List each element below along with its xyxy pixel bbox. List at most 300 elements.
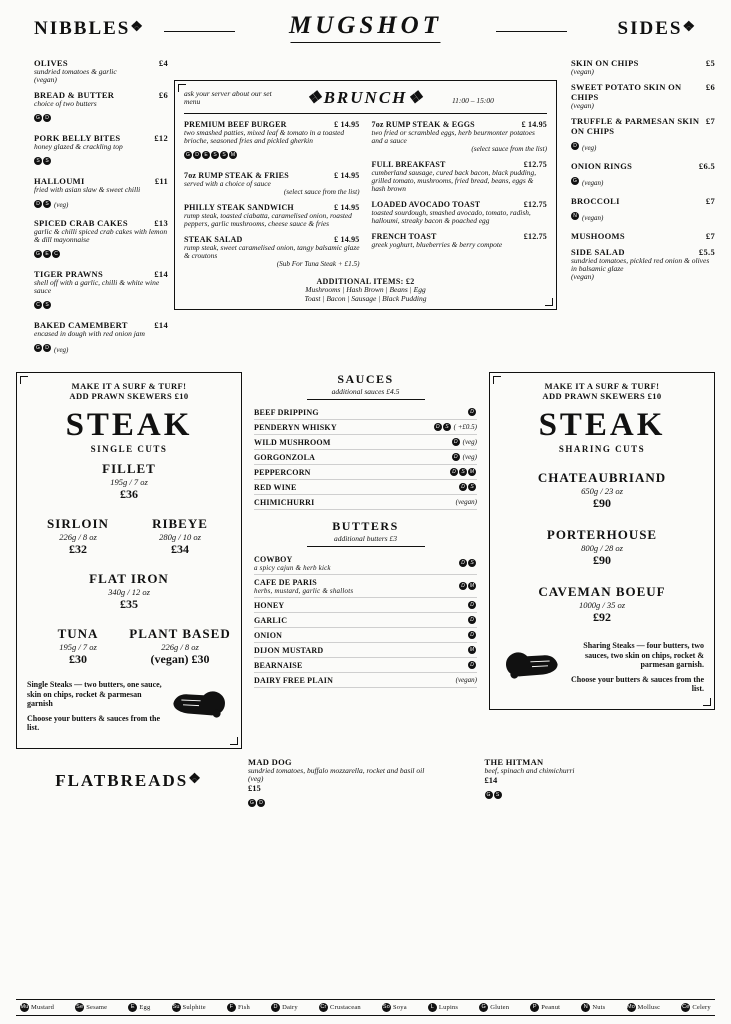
list-item [254,435,477,450]
list-item [254,613,477,628]
list-item [34,90,168,127]
item-name: BROCCOLI [571,195,620,206]
cut-price: (vegan) £30 [150,652,210,666]
item-price: £14 [484,775,498,786]
sauce-name: GORGONZOLA [254,452,316,462]
sides-heading [618,18,697,40]
cut-name: FILLET [102,461,156,476]
allergen-badges [34,152,52,170]
item-desc: sundried tomatoes, pickled red onion & olives in balsamic glaze [571,255,710,273]
menu-header [16,14,715,54]
allergen-label: Gluten [490,1004,510,1011]
steak-note-2: Choose your butters & sauces from the list. [570,674,704,694]
allergen-icon: Cr [320,1004,327,1010]
sauce-meta [434,423,477,431]
allergen-badge: D [459,582,467,590]
list-item [571,116,715,155]
allergen-badge: D [459,483,467,491]
sauces-subtitle: additional sauces £4.5 [331,386,400,396]
cut-weight: 800g / 28 oz [581,543,623,553]
flourish-icon: ❖ [188,771,203,787]
allergen-badge: E [202,151,210,159]
allergen-badge: S [34,157,42,165]
list-item [254,405,477,420]
item-tag: (veg) [54,201,69,210]
butter-name: ONION [254,630,283,640]
steak-cut [27,571,231,612]
allergen-label: Peanut [541,1004,561,1011]
item-name: 7oz RUMP STEAK & EGGS [371,120,475,129]
steak-cut [27,461,231,502]
allergen-label: Nuts [592,1004,606,1011]
allergen-badge: S [43,157,51,165]
item-price: £ 14.95 [334,120,360,129]
steak-cut [500,527,704,568]
nibbles-list [16,58,168,363]
sauce-name: PEPPERCORN [254,467,311,477]
allergen-label: Fish [237,1004,250,1011]
item-price: £7 [705,195,715,206]
butter-meta [459,582,477,590]
sauce-name: BEEF DRIPPING [254,407,319,417]
item-name: BAKED CAMEMBERT [34,319,128,330]
brunch-title: ❖BRUNCH❖ [306,88,425,107]
item-price: £14 [154,269,168,280]
item-name: SPICED CRAB CAKES [34,218,128,229]
butter-name: DAIRY FREE PLAIN [254,675,334,685]
item-note: (select sauce from the list) [471,144,547,153]
brunch-header [184,88,547,108]
sauce-meta [452,453,477,461]
cut-name: FLAT IRON [89,571,169,586]
allergen-badge: D [43,114,51,122]
allergen-label: Celery [692,1004,711,1011]
allergen-badge: S [443,423,451,431]
item-name: THE HITMAN [484,756,544,767]
additional-items-line-1: Mushrooms | Hash Brown | Beans | Egg [305,284,426,294]
sauce-meta [459,483,477,491]
item-name: MUSHOOMS [571,230,625,241]
brand-name: MUGSHOT [288,12,443,39]
allergen-badge: S [211,151,219,159]
cut-price: £30 [69,652,87,666]
item-name: OLIVES [34,58,68,68]
allergen-badge: S [43,301,51,309]
nibbles-heading-label: NIBBLES [34,18,131,39]
steak-note-1: Single Steaks — two butters, one sauce, skin on chips, rocket & parmesan garnish [27,680,162,709]
item-name: PORK BELLY BITES [34,132,121,143]
allergen-icon: Ce [682,1004,690,1010]
cut-weight: 280g / 10 oz [159,532,201,542]
cut-name: TUNA [57,626,99,641]
allergen-badges [34,109,52,127]
allergen-badge: D [452,438,460,446]
item-price: £14 [154,319,168,330]
allergen-badge: C [34,301,42,309]
allergen-legend-item [530,1003,560,1012]
butter-meta [468,601,477,609]
allergen-badge: D [468,661,476,669]
allergen-badge: G [34,250,42,258]
steak-cut [27,516,129,557]
allergen-icon: Mu [20,1004,29,1010]
flatbreads-title [16,757,242,791]
list-item [254,643,477,658]
allergen-legend-item [319,1003,361,1012]
allergen-badge: S [459,468,467,476]
butter-meta [468,631,477,639]
list-item [571,82,715,110]
item-price: £12.75 [523,199,547,209]
item-price: £7 [705,115,715,126]
brunch-columns [184,120,547,275]
allergen-icon: Se [76,1004,84,1010]
steak-wordmark: STEAK [65,407,193,443]
butter-name: GARLIC [254,615,288,625]
butter-tag: (vegan) [455,676,477,685]
item-name: 7oz RUMP STEAK & FRIES [184,170,289,180]
allergen-badges [248,794,266,812]
butter-name: CAFE DE PARIS [254,577,317,587]
flourish-icon: ❖ [130,20,145,35]
steak-panel-note-right [500,641,704,694]
cut-weight: 340g / 12 oz [108,587,150,597]
list-item [34,176,168,213]
allergen-label: Dairy [282,1004,298,1011]
list-item [254,598,477,613]
allergen-label: Mustard [31,1004,55,1011]
item-price: £11 [154,175,168,186]
item-tag: (vegan) [582,213,604,222]
cut-price: £32 [69,542,87,556]
cut-weight: 226g / 8 oz [161,642,199,652]
butter-name: BEARNAISE [254,660,303,670]
cut-price: £92 [593,610,611,624]
steak-note-2: Choose your butters & sauces from the list. [27,713,161,733]
item-price: £15 [248,783,261,794]
list-item [254,673,477,688]
item-price: £7 [705,230,715,241]
item-name: FRENCH TOAST [371,231,437,241]
additional-items-line-2: Toast | Bacon | Sausage | Black Pudding [304,293,427,303]
header-rule-right [496,31,567,32]
sauce-name: PENDERYN WHISKY [254,422,337,432]
allergen-legend-item [172,1003,206,1012]
item-price: £6.5 [698,160,715,171]
steak-cut-pair [27,509,231,564]
allergen-icon: E [128,1003,137,1012]
allergen-badges [571,207,603,225]
list-item [34,58,168,84]
sauce-name: WILD MUSHROOM [254,437,331,447]
list-item [248,757,473,812]
allergen-badge: G [485,791,493,799]
allergen-legend-item [581,1003,605,1012]
list-item [254,628,477,643]
item-name: TIGER PRAWNS [34,269,104,280]
sauce-tag: (vegan) [455,498,477,507]
item-desc: toasted sourdough, smashed avocado, tomato, radish, halloumi, streaky bacon & poached egg [371,207,531,225]
allergen-badge: D [193,151,201,159]
allergen-badge: S [220,151,228,159]
item-desc: shell off with a garlic, chilli & white wine sauce [34,278,160,295]
sauces-butters-column [248,372,483,688]
sauce-meta [468,408,477,416]
allergen-badges [571,172,603,190]
item-note: (select sauce from the list) [283,187,360,196]
steak-cut [500,584,704,625]
additional-items-title: ADDITIONAL ITEMS: £2 [316,276,415,286]
steak-panel-single [16,372,242,749]
sauce-surcharge: ( +£0.5) [453,423,477,432]
allergen-badge: D [434,423,442,431]
steak-cuts-label: SHARING CUTS [558,444,646,454]
item-tag: (vegan) [571,271,594,281]
allergen-icon: N [581,1003,590,1012]
cut-price: £34 [171,542,189,556]
allergen-icon: So [382,1004,391,1010]
additional-items [184,277,547,303]
cut-weight: 195g / 7 oz [110,477,148,487]
list-item [34,269,168,314]
steak-note-1: Sharing Steaks — four butters, two sauces, two skin on chips, rocket & parmesan garnish. [583,641,704,670]
allergen-badges [571,137,596,155]
sides-list [563,58,715,363]
nibbles-heading [34,18,145,40]
butters-title: BUTTERS [332,518,399,533]
item-name: STEAK SALAD [184,234,243,244]
allergen-label: Sulphite [182,1004,206,1011]
item-desc: honey glazed & crackling top [34,141,123,151]
allergen-legend-item [428,1003,458,1012]
steak-cut [500,470,704,511]
list-item [184,120,360,164]
item-desc: two fried or scrambled eggs, herb beurmonter potatoes and a sauce [371,128,535,145]
item-name: BREAD & BUTTER [34,89,115,100]
allergen-label: Lupins [438,1004,459,1011]
list-item [571,196,715,225]
butter-desc: a spicy cajun & herb kick [254,563,331,572]
allergen-badge: G [34,114,42,122]
sauces-title: SAUCES [337,371,394,386]
item-desc: sundried tomatoes, buffalo mozzarella, rocket and basil oil [248,765,425,775]
list-item [184,171,360,196]
list-item [571,161,715,190]
item-price: £5 [705,58,715,68]
allergen-badge: S [468,483,476,491]
allergen-badge: M [469,583,475,590]
allergen-legend-item [271,1003,298,1012]
item-name: FULL BREAKFAST [371,159,446,169]
item-price: £6 [705,81,715,92]
allergen-badge: D [468,408,476,416]
item-name: MAD DOG [248,756,292,767]
list-item [254,658,477,673]
item-price: £13 [154,218,168,229]
allergen-badge: D [450,468,458,476]
item-name: SKIN ON CHIPS [571,58,639,68]
brunch-hours: 11:00 – 15:00 [451,95,494,105]
allergen-badge: G [571,177,579,185]
item-name: HALLOUMI [34,175,85,186]
allergen-badge: D [257,799,265,807]
steak-cut [129,626,231,667]
steak-panel-note-left [27,680,231,733]
brunch-title-label: BRUNCH [323,88,408,107]
cut-weight: 226g / 8 oz [59,532,97,542]
item-price: £12 [154,132,168,143]
sauce-tag: (veg) [462,453,477,462]
sauce-name: CHIMICHURRI [254,497,315,507]
item-name: ONION RINGS [571,160,633,171]
list-item [254,465,477,480]
allergen-badge: D [452,453,460,461]
allergen-badge: D [34,200,42,208]
cut-name: CAVEMAN BOEUF [538,584,666,599]
allergen-badge: G [248,799,256,807]
brunch-box [174,80,557,310]
allergen-badges [485,786,503,804]
item-desc: fried with asian slaw & sweet chilli [34,184,141,194]
list-item [254,420,477,435]
allergen-badge: N [571,212,579,220]
pointing-hand-icon [500,635,564,687]
cut-weight: 650g / 23 oz [581,486,623,496]
butter-desc: herbs, mustard, garlic & shallots [254,586,354,595]
brand-rule [290,42,440,43]
list-item [254,552,477,575]
butter-name: HONEY [254,600,285,610]
butter-name: DIJON MUSTARD [254,645,324,655]
item-desc: beef, spinach and chimichurri [484,765,575,775]
steak-cuts-label: SINGLE CUTS [90,444,168,454]
item-desc: two smashed patties, mixed leaf & tomato in a toasted brioche, seasoned fries and pickled gherkin [184,128,345,145]
item-desc: greek yoghurt, blueberries & berry compote [371,239,503,249]
item-name: PHILLY STEAK SANDWICH [184,202,294,212]
allergen-badge: C [52,250,60,258]
allergen-legend-item [681,1003,711,1012]
list-item [372,200,548,225]
list-item [254,575,477,598]
brunch-set-menu-note: ask your server about our set menu [184,88,272,106]
cut-name: RIBEYE [152,516,208,531]
cut-price: £36 [120,487,138,501]
allergen-label: Egg [139,1004,151,1011]
allergen-legend-item [75,1003,107,1012]
item-desc: rump steak, toasted ciabatta, caramelised onion, roasted peppers, garlic mushrooms, cheese sauce & fries [184,210,352,228]
list-item [372,232,548,249]
surf-and-turf-note-left: MAKE IT A SURF & TURF! ADD PRAWN SKEWERS £10 [69,380,189,402]
item-name: LOADED AVOCADO TOAST [371,199,481,209]
butters-subtitle: additional butters £3 [334,533,397,543]
item-price: £ 14.95 [334,202,360,212]
item-price: £12.75 [523,159,547,169]
item-price: £5.5 [698,246,715,257]
list-item [34,320,168,357]
sauces-rule [307,399,425,400]
allergen-legend-item [627,1003,661,1012]
menu-main [16,58,715,363]
list-item [571,58,715,76]
butters-rule [307,546,425,547]
steaks-section [16,372,715,749]
item-desc: rump steak, sweet caramelised onion, tangy balsamic glaze & croutons [184,242,360,260]
steak-wordmark: STEAK [538,407,666,443]
allergen-label: Soya [392,1004,407,1011]
cut-price: £35 [120,597,138,611]
brunch-column-left [184,120,360,275]
list-item [571,247,715,281]
item-price: £ 14.95 [521,120,547,129]
allergen-badges [184,146,238,164]
list-item [184,235,360,268]
item-tag: (vegan) [34,74,57,84]
allergen-icon: F [227,1003,236,1012]
allergen-badges [34,296,52,314]
item-price: £6 [158,89,168,100]
allergen-badge: D [459,559,467,567]
allergen-badge: S [494,791,502,799]
butter-meta [459,559,477,567]
allergen-badge: G [34,344,42,352]
allergen-label: Sesame [86,1004,108,1011]
allergen-legend-item [479,1003,509,1012]
brunch-column-right [372,120,548,275]
item-price: £ 14.95 [334,234,360,244]
list-item [34,218,168,263]
allergen-icon: P [530,1003,539,1012]
allergen-badge: D [571,142,579,150]
butter-name: COWBOY [254,554,293,564]
list-item [372,120,548,153]
item-name: SWEET POTATO SKIN ON CHIPS [571,81,682,102]
brunch-section [174,58,557,363]
item-name: TRUFFLE & PARMESAN SKIN ON CHIPS [571,115,700,136]
item-desc: cumberland sausage, cured back bacon, black pudding, grilled tomato, mushrooms, fried bread, beans, eggs & hash brown [371,167,537,193]
item-note: (Sub For Tuna Steak + £1.5) [276,259,360,268]
allergen-icon: Su [172,1004,180,1010]
list-item [571,231,715,241]
pointing-hand-icon [167,674,231,726]
allergen-badge: M [469,647,475,654]
list-item [485,757,710,812]
allergen-legend-item [20,1003,54,1012]
item-tag: (veg) [54,345,69,354]
allergen-badge: S [43,200,51,208]
allergen-badge: D [468,616,476,624]
flatbreads-items [242,757,715,812]
item-tag: (veg) [582,143,597,152]
list-item [372,160,548,193]
cut-name: SIRLOIN [47,516,109,531]
item-tag: (vegan) [571,100,594,110]
item-price: £4 [158,58,168,68]
allergen-badges [34,245,61,263]
butter-meta [468,646,477,654]
allergen-icon: Mo [626,1004,636,1010]
steak-cut-pair [27,619,231,674]
allergen-icon: D [271,1003,280,1012]
flourish-icon: ❖ [682,20,697,35]
list-item [254,450,477,465]
item-name: SIDE SALAD [571,246,625,257]
cut-name: PLANT BASED [129,626,231,641]
allergen-legend [16,999,715,1016]
cut-price: £90 [593,496,611,510]
item-price: £ 14.95 [334,170,360,180]
flatbreads-section [16,757,715,812]
allergen-badge: S [468,559,476,567]
